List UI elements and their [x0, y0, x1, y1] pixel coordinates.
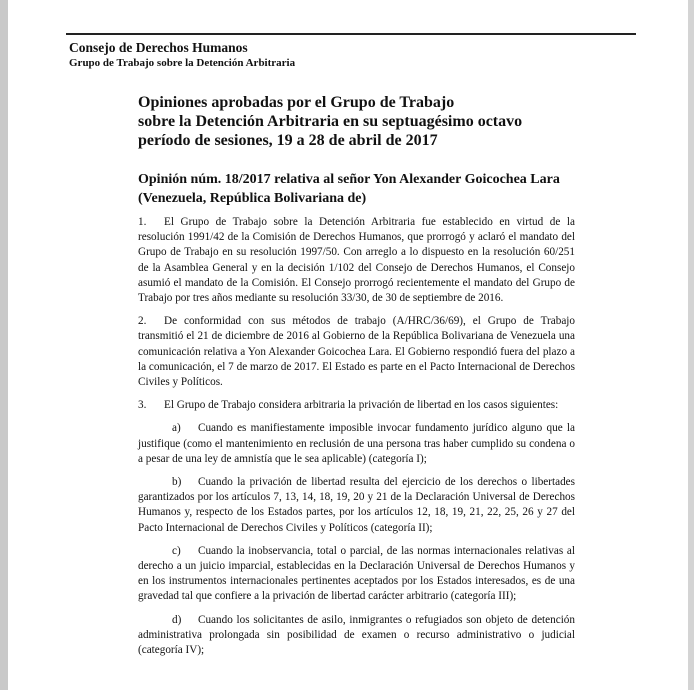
subparagraph-text: Cuando la privación de libertad resulta del ejercicio de los derechos o libertades garantizados por los artículos 7, 13, 14, 18, 19, 20 y 21 de la Declaración Universal de Derechos Humanos y, respecto de los Estados partes, por los artículos 12, 18, 19, 21, 22, 25, 26 y 27 del Pacto Internacional de Derechos Civiles y Políticos (categoría II); [138, 476, 575, 534]
subparagraph-letter: b) [172, 476, 182, 489]
subparagraph-d [138, 613, 575, 659]
scan-right-edge [688, 0, 694, 690]
subparagraph-text: Cuando la inobservancia, total o parcial, de las normas internacionales relativas al derecho a un juicio imparcial, establecidas en la Declaración Universal de Derechos Humanos y en los instrumentos internacionales pertinentes aceptados por los Estados interesados, es de una gravedad tal que confiere a la privación de libertad carácter arbitrario (categoría III); [138, 544, 575, 603]
subparagraph-letter: c) [172, 544, 181, 557]
paragraph-number: 2. [138, 315, 147, 328]
paragraph-number: 3. [138, 399, 147, 412]
document-header [69, 40, 295, 71]
header-rule [66, 33, 636, 35]
subparagraph-text: Cuando es manifiestamente imposible invocar fundamento jurídico alguno que la justifique (como el mantenimiento en reclusión de una persona tras haber cumplido su condena o a pesar de una ley de amnistía que le sea aplicable) (categoría I); [138, 422, 575, 465]
paragraph-text: El Grupo de Trabajo sobre la Detención Arbitraria fue establecido en virtud de la resolución 1991/42 de la Comisión de Derechos Humanos, que prorrogó y aclaró el mandato del Grupo de Trabajo en su resolución 1997/50. Con arreglo a lo dispuesto en la resolución 60/251 de la Asamblea General y en la decisión 1/102 del Consejo de Derechos Humanos, el Consejo asumió el mandato de la Comisión. El Consejo prorrogó recientemente el mandato del Grupo de Trabajo por tres años mediante su resolución 33/30, de 30 de septiembre de 2016. [138, 216, 575, 305]
subparagraph-c [138, 544, 575, 605]
opinion-heading-line: Opinión núm. 18/2017 relativa al señor Yon Alexander Goicochea Lara [138, 172, 560, 187]
organization-name: Consejo de Derechos Humanos [69, 40, 248, 55]
opinion-heading [138, 170, 618, 208]
document-body [138, 215, 575, 666]
working-group-name: Grupo de Trabajo sobre la Detención Arbitraria [69, 57, 296, 69]
title-line: período de sesiones, 19 a 28 de abril de 2017 [138, 132, 438, 149]
paragraph-3 [138, 398, 575, 413]
subparagraph-letter: a) [172, 422, 181, 435]
paragraph-text: El Grupo de Trabajo considera arbitraria la privación de libertad en los casos siguientes: [164, 399, 559, 412]
subparagraph-a [138, 421, 575, 467]
subparagraph-text: Cuando los solicitantes de asilo, inmigrantes o refugiados son objeto de detención administrativa prolongada sin posibilidad de examen o recurso administrativo o judicial (categoría IV); [138, 613, 575, 657]
paragraph-text: De conformidad con sus métodos de trabajo (A/HRC/36/69), el Grupo de Trabajo transmitió el 21 de diciembre de 2016 al Gobierno de la República Bolivariana de Venezuela una comunicación relativa a Yon Alexander Goicochea Lara. El Gobierno respondió fuera del plazo a la comunicación, el 7 de marzo de 2017. El Estado es parte en el Pacto Internacional de Derechos Civiles y Políticos. [138, 315, 575, 389]
document-title [138, 93, 598, 150]
subparagraph-letter: d) [172, 613, 182, 626]
paragraph-1 [138, 215, 575, 306]
paragraph-2 [138, 314, 575, 390]
scan-left-edge [0, 0, 8, 690]
title-line: Opiniones aprobadas por el Grupo de Trabajo [138, 94, 455, 111]
title-line: sobre la Detención Arbitraria en su septuagésimo octavo [138, 113, 523, 130]
subparagraph-b [138, 475, 575, 536]
opinion-heading-line: (Venezuela, República Bolivariana de) [138, 191, 367, 206]
paragraph-number: 1. [138, 216, 147, 228]
